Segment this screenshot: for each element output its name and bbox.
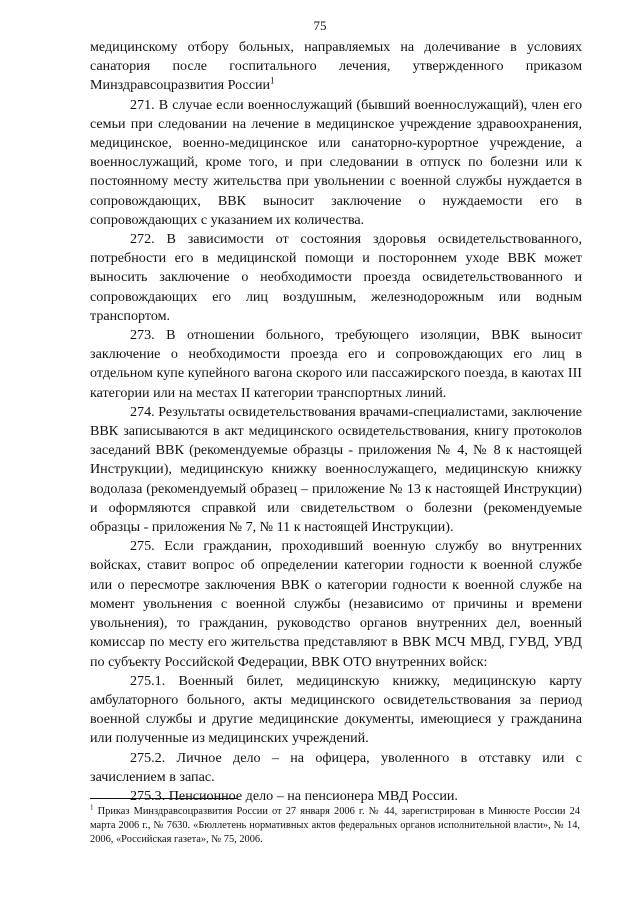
footnote-divider xyxy=(90,798,238,799)
paragraph-272: 272. В зависимости от состояния здоровья освидетельствованного, потребности его в медицинской помощи и постороннем уходе ВВК может выносить заключение о необходимости проезда освидетельствованного и сопровождающих его лиц воздушным, железнодорожным или водным транспортом. xyxy=(90,231,582,324)
footnote xyxy=(90,805,580,847)
paragraph-275-2: 275.2. Личное дело – на офицера, уволенного в отставку или с зачислением в запас. xyxy=(90,749,582,785)
footnote-mark: 1 xyxy=(90,803,94,812)
document-body xyxy=(90,38,582,806)
paragraph-274: 274. Результаты освидетельствования врачами-специалистами, заключение ВВК записываются в акт медицинского освидетельствования, книгу протоколов заседаний ВВК (рекомендуемые образцы - приложения № 4, № 8 к настоящей Инструкции), медицинскую книжку военнослужащего, медицинскую книжку водолаза (рекомендуемый образец – приложение № 13 к настоящей Инструкции) и оформляются справкой или свидетельством о болезни (рекомендуемые образцы - приложения № 7, № 11 к настоящей Инструкции). xyxy=(90,403,582,536)
paragraph-275-3: 275.3. Пенсионное дело – на пенсионера МВД России. xyxy=(130,787,458,804)
footnote-reference: 1 xyxy=(270,75,275,86)
paragraph-273: 273. В отношении больного, требующего изоляции, ВВК выносит заключение о необходимости проезда его и сопровождающих его лиц в отдельном купе купейного вагона скорого или пассажирского поезда, в каютах III категории или на местах II категории транспортных линий. xyxy=(90,327,582,401)
paragraph-continuation: медицинскому отбору больных, направляемых на долечивание в условиях санатория после госпитального лечения, утвержденного приказом Минздравсоцразвития России$^1$ xyxy=(90,39,582,94)
footnote-text: Приказ Минздравсоцразвития России от 27 января 2006 г. № 44, зарегистрирован в Минюсте России 24 марта 2006 г., № 7630. «Бюллетень нормативных актов федеральных органов исполнительной власти», № 14, 2006, «Российская газета», № 75, 2006. xyxy=(90,806,580,845)
page-number: 75 xyxy=(313,18,327,33)
paragraph-271: 271. В случае если военнослужащий (бывший военнослужащий), член его семьи при следовании на лечение в медицинское учреждение здравоохранения, медицинское, военно-медицинское или санаторно-курортное учреждение, а военнослужащий, кроме того, и при следовании в отпуск по болезни или к постоянному месту жительства при увольнении с военной службы нуждается в сопровождающих, ВВК выносит заключение о нуждаемости его в сопровождающих с указанием их количества. xyxy=(90,96,582,228)
paragraph-275-1: 275.1. Военный билет, медицинскую книжку, медицинскую карту амбулаторного больного, акты медицинского освидетельствования за период военной службы и другие медицинские документы, имеющиеся у гражданина или полученные из медицинских учреждений. xyxy=(90,672,582,747)
paragraph-275: 275. Если гражданин, проходивший военную службу во внутренних войсках, ставит вопрос об определении категории годности к военной службе или о пересмотре заключения ВВК о категории годности к военной службе на момент увольнения с военной службы (независимо от причины и времени увольнения), то гражданин, руководство органов внутренних дел, военный комиссар по месту его жительства представляют в ВВК МСЧ МВД, ГУВД, УВД по субъекту Российской Федерации, ВВК ОТО внутренних войск: xyxy=(90,538,582,670)
